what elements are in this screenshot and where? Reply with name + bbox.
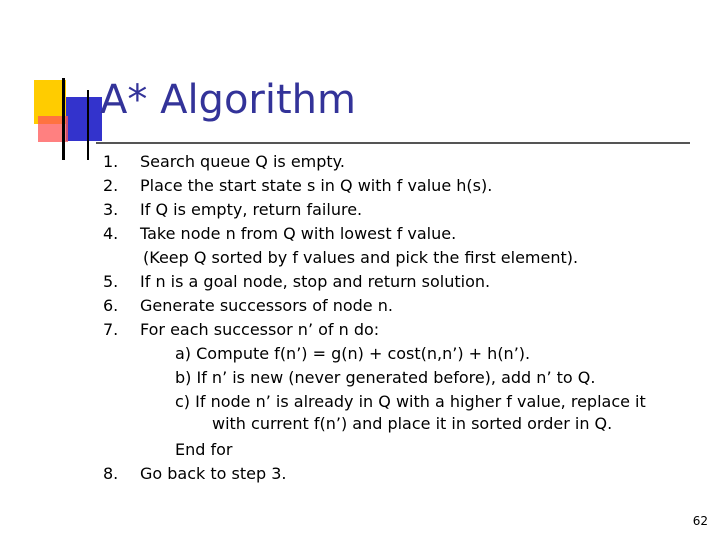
step-text: For each successor n’ of n do: [140, 320, 380, 339]
step-text: If Q is empty, return failure. [140, 200, 363, 219]
step-text: Search queue Q is empty. [140, 152, 345, 171]
step-text: End for [175, 440, 233, 459]
step-number: 1. [103, 152, 119, 171]
step-number: 8. [103, 464, 119, 483]
step-number: 4. [103, 224, 119, 243]
slide-title: A* Algorithm [100, 77, 356, 123]
step-text: (Keep Q sorted by f values and pick the first element). [143, 248, 579, 267]
decor-blue-square [66, 97, 102, 141]
decor-vertical-line [62, 78, 65, 160]
step-text: with current f(n’) and place it in sorted order in Q. [212, 414, 613, 433]
page-number: 62 [692, 514, 708, 528]
step-text: a) Compute f(n’) = g(n) + cost(n,n’) + h(n’). [175, 344, 531, 363]
step-number: 7. [103, 320, 119, 339]
step-text: c) If node n’ is already in Q with a higher f value, replace it [175, 392, 646, 411]
decor-vertical-line [87, 90, 89, 160]
step-number: 6. [103, 296, 119, 315]
step-text: Generate successors of node n. [140, 296, 393, 315]
title-underline [96, 142, 690, 144]
step-number: 2. [103, 176, 119, 195]
step-text: Go back to step 3. [140, 464, 287, 483]
step-text: If n is a goal node, stop and return solution. [140, 272, 491, 291]
step-number: 5. [103, 272, 119, 291]
step-number: 3. [103, 200, 119, 219]
step-text: Place the start state s in Q with f value h(s). [140, 176, 493, 195]
step-text: Take node n from Q with lowest f value. [140, 224, 457, 243]
step-text: b) If n’ is new (never generated before), add n’ to Q. [175, 368, 596, 387]
